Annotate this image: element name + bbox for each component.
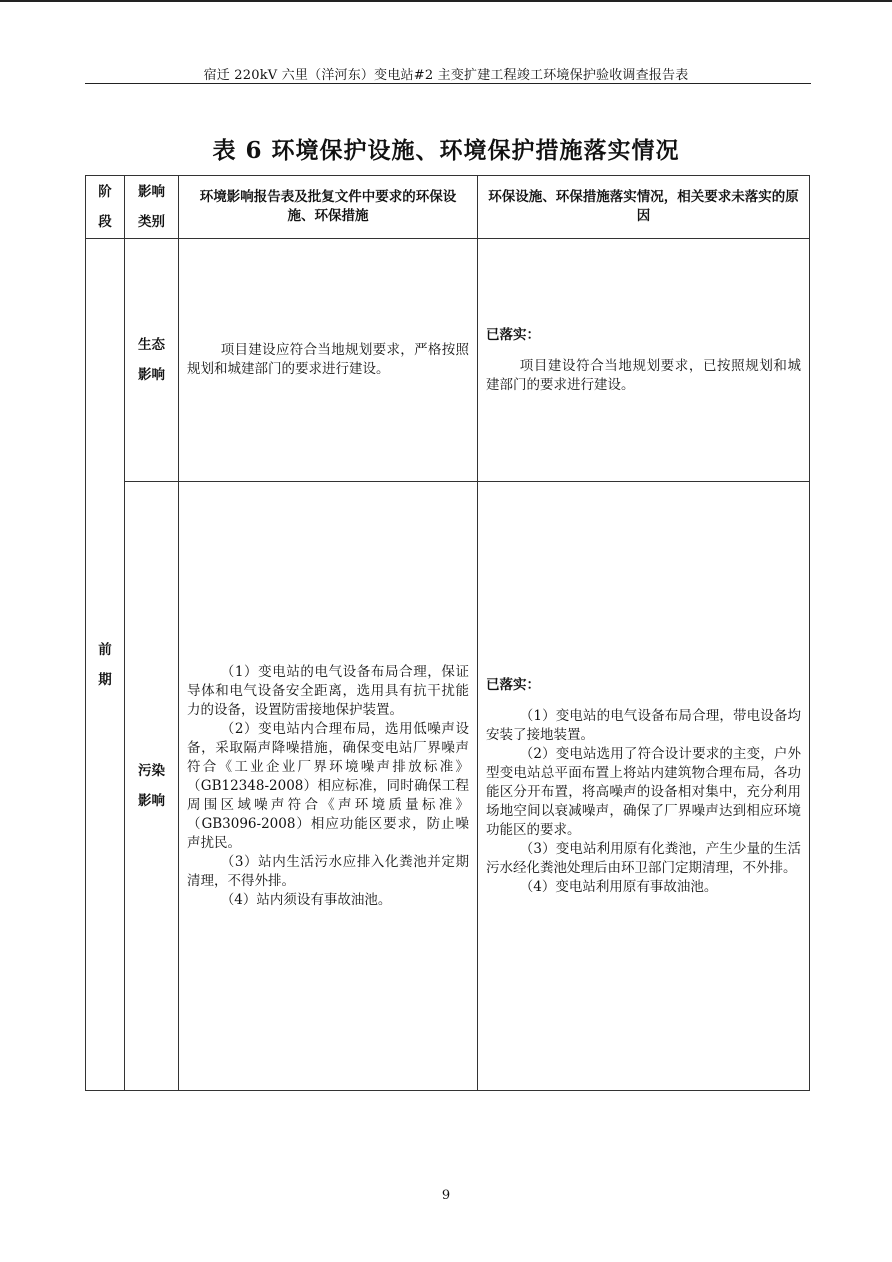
table-header-row [86,176,810,239]
page-top-border [0,0,892,2]
header-requirements-text: 环境影响报告表及批复文件中要求的环保设施、环保措施 [199,189,457,224]
header-category-line1: 影响 [138,184,165,200]
table-title: 表 6 环境保护设施、环境保护措施落实情况 [212,137,680,164]
table-row-pollution [86,482,810,1091]
implementation-paragraph: （2）变电站选用了符合设计要求的主变，户外型变电站总平面布置上将站内建筑物合理布局，各功能区分开布置，将高噪声的设备相对集中，充分利用场地空间以衰减噪声，确保了厂界噪声达到相应环境功能区的要求。 [486,745,801,838]
category-pollution-line2: 影响 [138,793,165,809]
header-category-line2: 类别 [138,214,165,230]
requirement-paragraph: 项目建设应符合当地规划要求，严格按照规划和城建部门的要求进行建设。 [187,342,469,377]
category-cell-ecology [125,239,179,482]
implementation-paragraph: （1）变电站的电气设备布局合理，带电设备均安装了接地装置。 [486,707,801,743]
implementation-paragraph: （4）变电站利用原有事故油池。 [519,878,718,895]
status-label: 已落实： [486,676,540,693]
header-requirements [179,176,478,239]
table-row-ecology [86,239,810,482]
category-ecology-line1: 生态 [138,337,165,353]
implementation-paragraph: 项目建设符合当地规划要求，已按照规划和城建部门的要求进行建设。 [486,357,801,393]
implementation-paragraph: （3）变电站利用原有化粪池，产生少量的生活污水经化粪池处理后由环卫部门定期清理，不外排。 [486,840,801,876]
requirement-paragraph: （4）站内须设有事故油池。 [220,891,392,908]
status-label: 已落实： [486,326,540,343]
implementation-cell-pollution [478,482,810,1091]
document-header: 宿迁 220kV 六里（洋河东）变电站#2 主变扩建工程竣工环境保护验收调查报告表 [203,68,689,83]
stage-cell [86,239,125,1091]
category-ecology-line2: 影响 [138,367,165,383]
implementation-cell-ecology [478,239,810,482]
stage-line1: 前 [98,641,112,658]
header-category [125,176,179,239]
header-implementation [478,176,810,239]
requirement-paragraph: （2）变电站内合理布局，选用低噪声设备，采取隔声降噪措施，确保变电站厂界噪声符合《工业企业厂界环境噪声排放标准》（GB12348-2008）相应标准，同时确保工程周围区域噪声符合《声环境质量标准》（GB3096-2008）相应功能区要求，防止噪声扰民。 [187,720,469,851]
requirements-cell-pollution [179,482,478,1091]
requirements-cell-ecology [179,239,478,482]
header-rule [85,83,811,84]
header-implementation-text: 环保设施、环保措施落实情况，相关要求未落实的原因 [488,189,799,224]
header-stage-line1: 阶 [98,184,112,200]
measures-table [85,175,810,1091]
requirement-paragraph: （1）变电站的电气设备布局合理，保证导体和电气设备安全距离，选用具有抗干扰能力的设备，设置防雷接地保护装置。 [187,663,469,718]
requirement-paragraph: （3）站内生活污水应排入化粪池并定期清理，不得外排。 [187,853,469,889]
header-stage [86,176,125,239]
category-pollution-line1: 污染 [138,763,165,779]
page-number: 9 [441,1188,451,1203]
stage-line2: 期 [98,671,112,688]
header-stage-line2: 段 [98,214,112,230]
category-cell-pollution [125,482,179,1091]
